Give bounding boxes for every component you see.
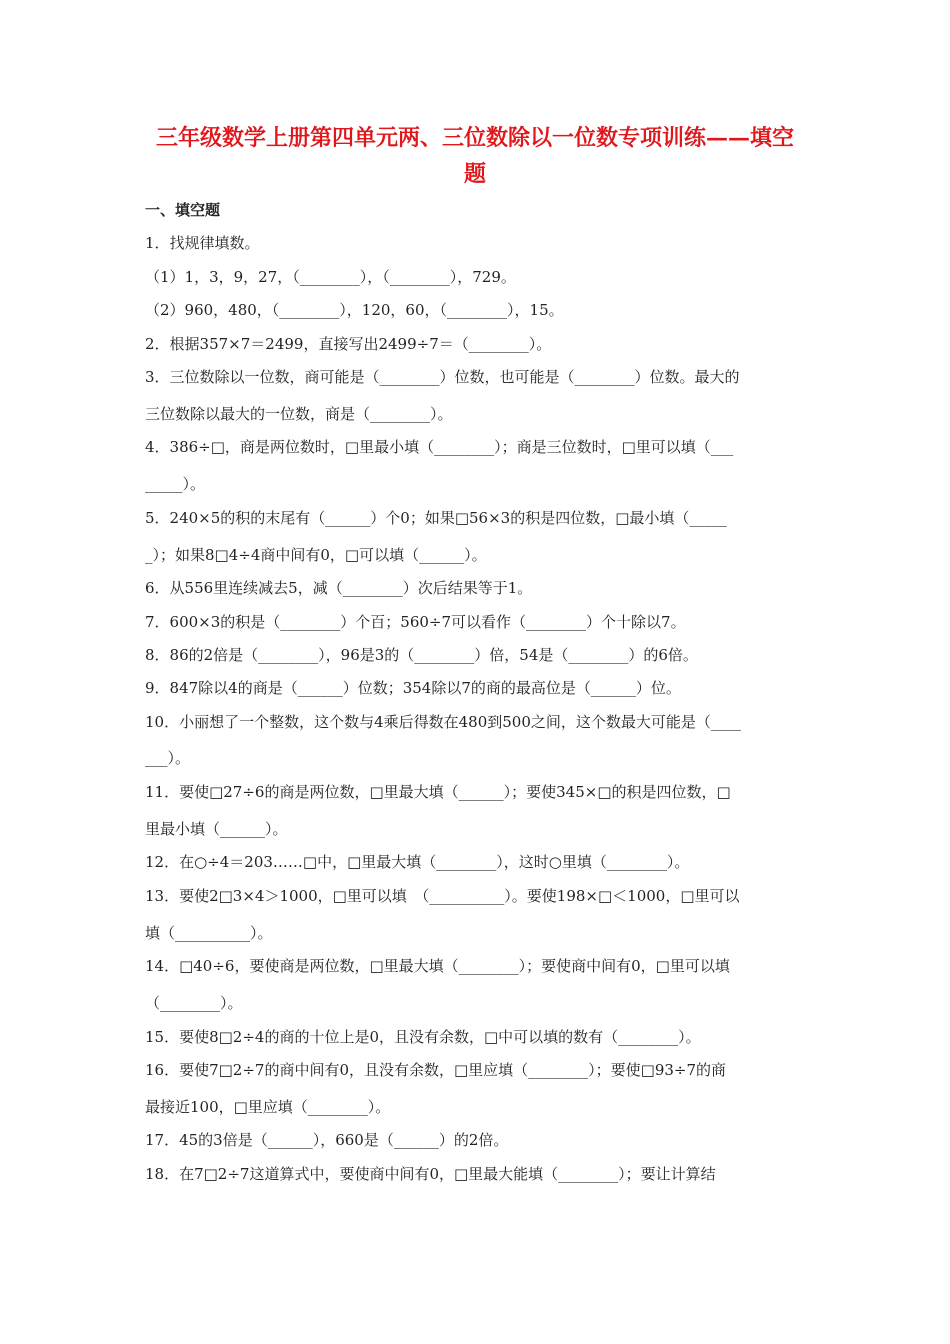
question-line: 最接近100，□里应填（________）。	[145, 1098, 391, 1116]
question-line: （1）1，3，9，27，（________），（________），729。	[145, 268, 516, 286]
question-line: 15．要使8□2÷4的商的十位上是0，且没有余数，□中可以填的数有（________）。	[145, 1028, 701, 1046]
question-line: 7．600×3的积是（________）个百；560÷7可以看作（________）个十除以7。	[145, 613, 686, 631]
question-line: 3．三位数除以一位数，商可能是（________）位数，也可能是（________）位数。最大的	[145, 368, 740, 386]
section-heading: 一、填空题	[145, 201, 221, 219]
question-line: 9．847除以4的商是（______）位数；354除以7的商的最高位是（______）位。	[145, 679, 681, 697]
question-line: ___）。	[145, 749, 191, 767]
question-line: 13．要使2□3×4＞1000，□里可以填 （__________）。要使198×□＜1000，□里可以	[145, 887, 740, 905]
question-line: （________）。	[145, 994, 243, 1012]
question-line: _）；如果8□4÷4商中间有0，□可以填（______）。	[145, 546, 487, 564]
question-line: 4．386÷□，商是两位数时，□里最小填（________）；商是三位数时，□里可以填（___	[145, 438, 734, 456]
page-title-line1: 三年级数学上册第四单元两、三位数除以一位数专项训练——填空	[155, 125, 794, 151]
question-line: 17．45的3倍是（______），660是（______）的2倍。	[145, 1131, 509, 1149]
question-line: 里最小填（______）。	[145, 820, 288, 838]
question-line: 6．从556里连续减去5，减（________）次后结果等于1。	[145, 579, 533, 597]
question-line: _____）。	[145, 475, 206, 493]
question-line: 18．在7□2÷7这道算式中，要使商中间有0，□里最大能填（________）；要让计算结	[145, 1165, 716, 1183]
question-line: 5．240×5的积的末尾有（______）个0；如果□56×3的积是四位数，□最小填（_____	[145, 509, 727, 527]
question-line: 14．□40÷6，要使商是两位数，□里最大填（________）；要使商中间有0，□里可以填	[145, 957, 730, 975]
question-line: 10．小丽想了一个整数，这个数与4乘后得数在480到500之间，这个数最大可能是（____	[145, 713, 741, 731]
page-title-line2: 题	[463, 161, 486, 187]
question-line: 16．要使7□2÷7的商中间有0，且没有余数，□里应填（________）；要使□93÷7的商	[145, 1061, 727, 1079]
question-line: 12．在○÷4＝203……□中，□里最大填（________），这时○里填（________）。	[145, 853, 690, 871]
question-line: 11．要使□27÷6的商是两位数，□里最大填（______）；要使345×□的积是四位数，□	[145, 783, 731, 801]
question-line: 8．86的2倍是（________），96是3的（________）倍，54是（________）的6倍。	[145, 646, 698, 664]
question-line: （2）960，480，（________），120，60，（________），15。	[145, 301, 564, 319]
question-line: 填（__________）。	[145, 924, 273, 942]
question-line: 2．根据357×7＝2499，直接写出2499÷7＝（________）。	[145, 335, 552, 353]
question-line: 三位数除以最大的一位数，商是（________）。	[145, 405, 453, 423]
question-line: 1．找规律填数。	[145, 234, 260, 252]
